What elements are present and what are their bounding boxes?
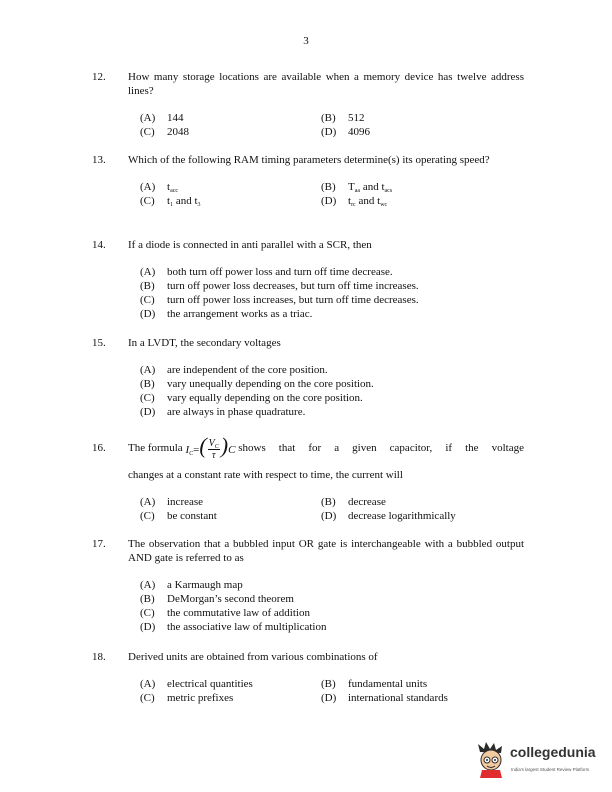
option-c: (C) be constant [140,510,217,522]
option-d: (D) international standards [321,692,448,704]
option-a: (A) both turn off power loss and turn off time decrease. [140,266,393,278]
option-c: (C) the commutative law of addition [140,607,310,619]
options [140,180,524,208]
question-number: 13. [92,154,106,166]
question-17 [94,537,524,634]
options [140,111,524,139]
option-a: (A) 144 [140,112,184,124]
option-c: (C) turn off power loss increases, but turn off time decreases. [140,294,419,306]
question-text: Derived units are obtained from various combinations of [128,651,378,663]
option-d: (D) the arrangement works as a triac. [140,308,313,320]
question-18 [94,650,524,705]
formula: $I_C=$( $\frac{V_C}{\tau}$ )C [185,432,236,462]
option-c: (C) vary equally depending on the core position. [140,392,363,404]
question-text: If a diode is connected in anti parallel with a SCR, then [128,239,372,251]
logo-wordmark: collegedunia [510,744,596,760]
option-d: (D) $t_{rc}$ and $t_{wc}$ [321,195,388,208]
option-a: (A) increase [140,496,204,508]
question-number: 18. [92,651,106,663]
question-16 [94,433,524,523]
question-12 [94,70,524,139]
options [140,677,524,705]
options [140,363,524,419]
question-text: Which of the following RAM timing parameters determine(s) its operating speed? [128,154,490,166]
option-b: (B) turn off power loss decreases, but turn off time increases. [140,280,419,292]
question-14 [94,238,524,321]
options [140,578,524,634]
option-a: (A) $t_{acc}$ [140,181,179,194]
page-number: 3 [303,35,309,47]
question-13 [94,153,524,208]
options [140,495,524,523]
option-d: (D) are always in phase quadrature. [140,406,306,418]
option-b: (B) 512 [321,112,365,124]
option-d: (D) decrease logarithmically [321,510,456,522]
logo-tagline: India's largest Student Review Platform [511,767,590,772]
option-b: (B) vary unequally depending on the core position. [140,378,374,390]
question-text: The formula $I_C=$( $\frac{V_C}{\tau}$ )C shows that for a given capacitor, if the voltage changes at a constant rate with respect to time, the current will [128,432,524,481]
option-a: (A) a Karmaugh map [140,579,243,591]
question-text: How many storage locations are available when a memory device has twelve address lines? [128,71,524,97]
question-text: In a LVDT, the secondary voltages [128,337,281,349]
question-number: 17. [92,538,106,550]
option-b: (B) $T_{aa}$ and $t_{acs}$ [321,181,393,194]
question-number: 15. [92,337,106,349]
collegedunia-logo [474,740,606,780]
option-c: (C) metric prefixes [140,692,234,704]
question-15 [94,336,524,419]
options [140,265,524,321]
question-number: 12. [92,71,106,83]
option-d: (D) the associative law of multiplication [140,621,327,633]
option-c: (C) $t_1$ and $t_3$ [140,195,201,208]
option-b: (B) decrease [321,496,386,508]
question-number: 16. [92,442,106,454]
option-a: (A) electrical quantities [140,678,253,690]
option-b: (B) DeMorgan’s second theorem [140,593,294,605]
option-a: (A) are independent of the core position. [140,364,328,376]
question-number: 14. [92,239,106,251]
option-d: (D) 4096 [321,126,370,138]
question-text: The observation that a bubbled input OR gate is interchangeable with a bubbled output AND gate is referred to as [128,538,524,564]
mascot-icon [474,740,510,780]
option-c: (C) 2048 [140,126,189,138]
option-b: (B) fundamental units [321,678,428,690]
